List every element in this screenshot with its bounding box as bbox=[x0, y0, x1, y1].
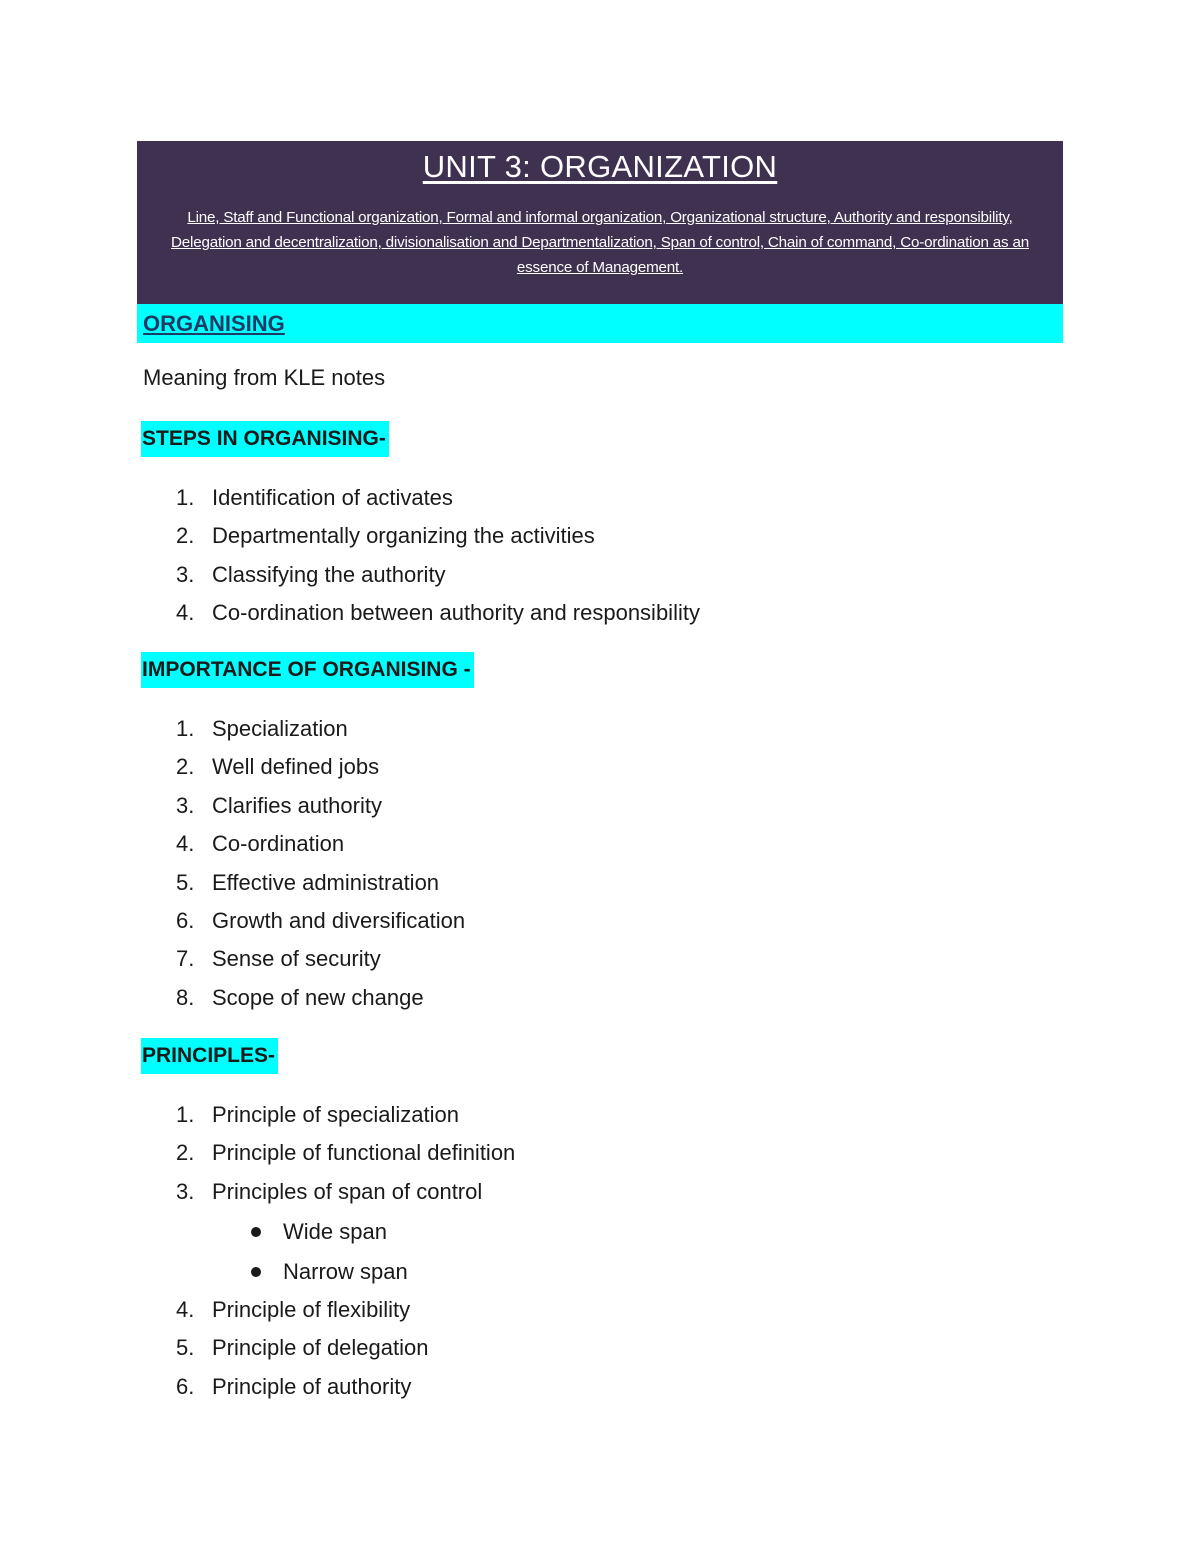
list-number: 2. bbox=[176, 1140, 195, 1166]
bullet-icon bbox=[251, 1227, 261, 1237]
section-header-bar bbox=[137, 304, 1063, 343]
list-number: 4. bbox=[176, 600, 195, 626]
list-text: Well defined jobs bbox=[212, 754, 380, 780]
sub-list-item bbox=[0, 1258, 1200, 1298]
list-text: Effective administration bbox=[212, 869, 440, 895]
list-text: Identification of activates bbox=[212, 485, 453, 510]
list-number: 5. bbox=[176, 1335, 195, 1361]
list-number: 6. bbox=[176, 1373, 195, 1399]
list-text: Principle of functional definition bbox=[212, 1140, 516, 1166]
list-text: Specialization bbox=[212, 716, 348, 741]
importance-heading: IMPORTANCE OF ORGANISING - bbox=[141, 652, 474, 688]
list-number: 1. bbox=[176, 716, 195, 741]
sub-list-text: Wide span bbox=[283, 1219, 387, 1244]
list-text: Principles of span of control bbox=[212, 1178, 483, 1204]
list-text: Scope of new change bbox=[212, 984, 424, 1010]
unit-syllabus: Line, Staff and Functional organization, Formal and informal organization, Organizational structure, Authority and responsibility, Delegation and decentralization, divisionalisation and Departmentalization, Span of control, Chain of command, Co-ordination as an essence of Management. bbox=[171, 209, 1029, 276]
list-text: Classifying the authority bbox=[212, 561, 446, 587]
bullet-icon bbox=[251, 1267, 261, 1277]
list-number: 3. bbox=[176, 792, 195, 818]
list-number: 8. bbox=[176, 984, 195, 1010]
sub-list-item bbox=[0, 1218, 1200, 1258]
list-number: 4. bbox=[176, 1297, 195, 1322]
steps-heading: STEPS IN ORGANISING- bbox=[141, 421, 389, 457]
list-text: Principle of delegation bbox=[212, 1335, 429, 1361]
span-sublist bbox=[0, 1218, 1200, 1298]
sub-list-text: Narrow span bbox=[283, 1259, 408, 1284]
list-text: Sense of security bbox=[212, 946, 381, 972]
list-text: Principle of specialization bbox=[212, 1102, 460, 1127]
list-number: 3. bbox=[176, 1178, 195, 1204]
list-number: 6. bbox=[176, 907, 195, 933]
list-text: Principle of flexibility bbox=[212, 1297, 411, 1322]
list-number: 2. bbox=[176, 523, 195, 549]
list-number: 2. bbox=[176, 754, 195, 780]
principles-heading: PRINCIPLES- bbox=[141, 1038, 278, 1074]
list-number: 1. bbox=[176, 485, 195, 510]
list-number: 3. bbox=[176, 561, 195, 587]
section-title: ORGANISING bbox=[143, 311, 285, 336]
list-number: 7. bbox=[176, 946, 195, 972]
meaning-text: Meaning from KLE notes bbox=[143, 365, 386, 390]
list-text: Co-ordination bbox=[212, 831, 345, 857]
unit-title: UNIT 3: ORGANIZATION bbox=[422, 149, 778, 184]
list-text: Departmentally organizing the activities bbox=[212, 523, 595, 549]
list-text: Principle of authority bbox=[212, 1373, 412, 1399]
list-number: 4. bbox=[176, 831, 195, 857]
unit-banner bbox=[137, 141, 1063, 304]
list-number: 1. bbox=[176, 1102, 195, 1127]
list-text: Growth and diversification bbox=[212, 907, 466, 933]
list-text: Co-ordination between authority and responsibility bbox=[212, 600, 700, 626]
list-text: Clarifies authority bbox=[212, 792, 382, 818]
list-number: 5. bbox=[176, 869, 195, 895]
